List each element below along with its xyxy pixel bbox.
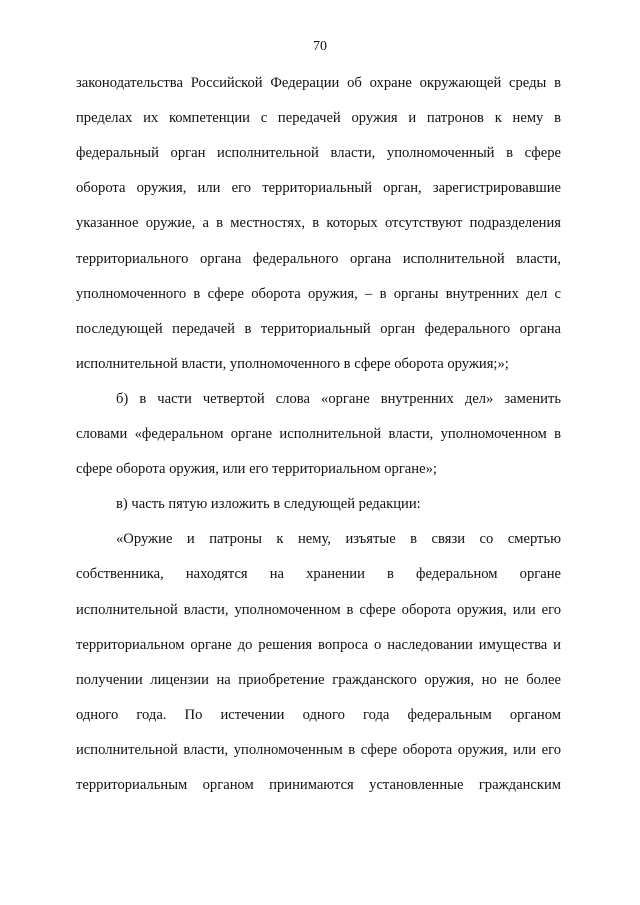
text-line: последующей передачей в территориальный орган федерального органа: [76, 320, 561, 337]
text-line: территориальном органе до решения вопроса о наследовании имущества и: [76, 636, 561, 653]
text-line: исполнительной власти, уполномоченном в сфере оборота оружия, или его: [76, 601, 561, 618]
text-line: уполномоченного в сфере оборота оружия, – в органы внутренних дел с: [76, 285, 561, 302]
text-line: в) часть пятую изложить в следующей редакции:: [116, 496, 421, 513]
text-line: б) в части четвертой слова «органе внутренних дел» заменить: [116, 390, 561, 407]
text-line: федеральный орган исполнительной власти, уполномоченный в сфере: [76, 145, 561, 162]
text-line: одного года. По истечении одного года федеральным органом: [76, 706, 561, 723]
text-line: территориальным органом принимаются установленные гражданским: [76, 777, 561, 793]
text-line: исполнительной власти, уполномоченным в сфере оборота оружия, или его: [76, 741, 561, 758]
text-line: указанное оружие, а в местностях, в которых отсутствуют подразделения: [76, 215, 561, 232]
text-line: оборота оружия, или его территориальный орган, зарегистрировавшие: [76, 180, 561, 197]
text-line: словами «федеральном органе исполнительной власти, уполномоченном в: [76, 426, 561, 442]
text-line: исполнительной власти, уполномоченного в сфере оборота оружия;»;: [76, 355, 509, 372]
text-line: собственника, находятся на хранении в федеральном органе: [76, 566, 561, 583]
text-line: территориального органа федерального органа исполнительной власти,: [76, 250, 561, 267]
text-line: «Оружие и патроны к нему, изъятые в связи со смертью: [116, 531, 561, 548]
text-line: сфере оборота оружия, или его территориальном органе»;: [76, 461, 437, 478]
text-line: законодательства Российской Федерации об охране окружающей среды в: [76, 75, 561, 91]
text-line: получении лицензии на приобретение гражданского оружия, но не более: [76, 671, 561, 688]
text-line: пределах их компетенции с передачей оружия и патронов к нему в: [76, 110, 561, 127]
page-number: 70: [313, 39, 327, 54]
